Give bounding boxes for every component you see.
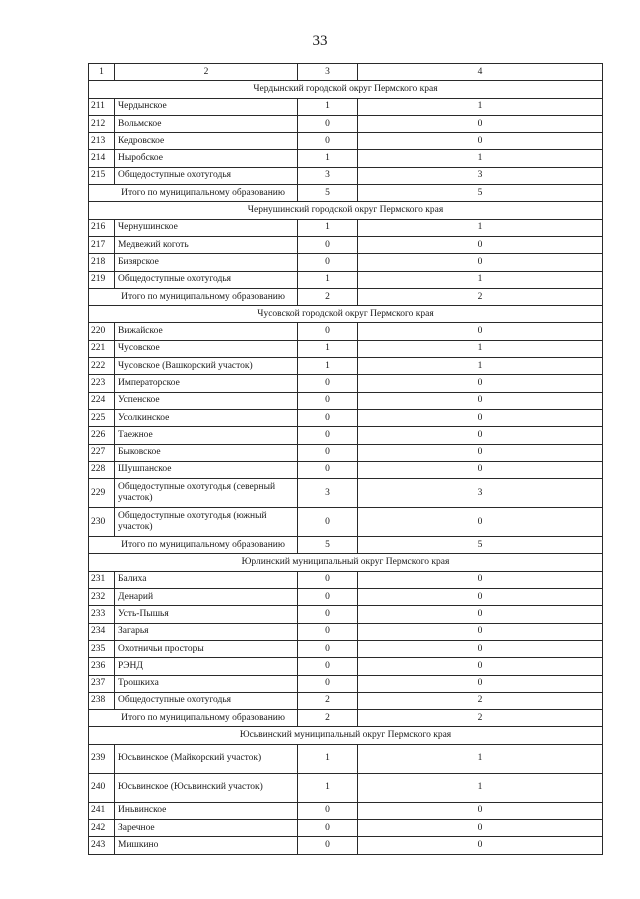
section-title: Чердынский городской округ Пермского края	[89, 81, 603, 98]
table-header-row	[89, 64, 603, 81]
total-label: Итого по муниципальному образованию	[89, 288, 298, 305]
row-number: 217	[89, 236, 115, 253]
table-row	[89, 640, 603, 657]
row-col-3: 0	[298, 444, 358, 461]
table-row	[89, 479, 603, 508]
total-col-3: 2	[298, 288, 358, 305]
row-number: 214	[89, 150, 115, 167]
row-number: 212	[89, 115, 115, 132]
table-row	[89, 589, 603, 606]
row-name: Чусовское	[115, 340, 298, 357]
table-row	[89, 409, 603, 426]
row-col-4: 1	[358, 773, 603, 802]
row-number: 237	[89, 675, 115, 692]
row-name: Медвежий коготь	[115, 236, 298, 253]
row-name: Загарья	[115, 623, 298, 640]
row-name: Чердынское	[115, 98, 298, 115]
row-col-3: 3	[298, 167, 358, 184]
row-number: 235	[89, 640, 115, 657]
total-row	[89, 710, 603, 727]
table-row	[89, 358, 603, 375]
row-number: 221	[89, 340, 115, 357]
row-col-4: 0	[358, 802, 603, 819]
row-name: Кедровское	[115, 133, 298, 150]
row-name: Шушпанское	[115, 461, 298, 478]
row-col-4: 0	[358, 571, 603, 588]
table-row	[89, 623, 603, 640]
row-name: Вижайское	[115, 323, 298, 340]
row-name: Балиха	[115, 571, 298, 588]
row-col-4: 1	[358, 744, 603, 773]
row-col-4: 0	[358, 427, 603, 444]
row-col-4: 0	[358, 623, 603, 640]
table-row	[89, 692, 603, 709]
row-col-4: 0	[358, 115, 603, 132]
row-col-4: 0	[358, 606, 603, 623]
table-row	[89, 392, 603, 409]
row-number: 219	[89, 271, 115, 288]
row-col-4: 0	[358, 461, 603, 478]
row-name: Вольмское	[115, 115, 298, 132]
table-row	[89, 133, 603, 150]
row-col-3: 0	[298, 819, 358, 836]
row-name: РЭНД	[115, 658, 298, 675]
row-col-4: 1	[358, 150, 603, 167]
table-row	[89, 271, 603, 288]
section-title: Юрлинский муниципальный округ Пермского края	[89, 554, 603, 571]
row-number: 233	[89, 606, 115, 623]
row-col-4: 0	[358, 819, 603, 836]
row-name: Иньвинское	[115, 802, 298, 819]
row-col-4: 0	[358, 254, 603, 271]
row-number: 211	[89, 98, 115, 115]
row-number: 243	[89, 837, 115, 854]
row-name: Ныробское	[115, 150, 298, 167]
table-row	[89, 340, 603, 357]
row-name: Быковское	[115, 444, 298, 461]
row-col-4: 0	[358, 589, 603, 606]
table-row	[89, 98, 603, 115]
section-header-row	[89, 306, 603, 323]
table-row	[89, 444, 603, 461]
table-row	[89, 658, 603, 675]
table-body	[89, 64, 603, 855]
row-number: 222	[89, 358, 115, 375]
header-col-2: 2	[115, 64, 298, 81]
table-row	[89, 167, 603, 184]
row-col-3: 0	[298, 133, 358, 150]
total-col-4: 5	[358, 537, 603, 554]
table-row	[89, 461, 603, 478]
total-col-3: 5	[298, 537, 358, 554]
row-col-3: 0	[298, 427, 358, 444]
table-row	[89, 219, 603, 236]
total-row	[89, 288, 603, 305]
row-name: Бизярское	[115, 254, 298, 271]
row-col-3: 0	[298, 115, 358, 132]
section-title: Чусовской городской округ Пермского края	[89, 306, 603, 323]
row-number: 220	[89, 323, 115, 340]
row-col-4: 1	[358, 98, 603, 115]
table-row	[89, 150, 603, 167]
row-number: 216	[89, 219, 115, 236]
header-col-3: 3	[298, 64, 358, 81]
row-number: 229	[89, 479, 115, 508]
row-col-3: 1	[298, 271, 358, 288]
row-col-4: 0	[358, 444, 603, 461]
table-row	[89, 254, 603, 271]
row-col-3: 1	[298, 98, 358, 115]
row-name: Юсьвинское (Юсьвинский участок)	[115, 773, 298, 802]
total-col-3: 5	[298, 185, 358, 202]
row-name: Усолкинское	[115, 409, 298, 426]
row-name: Общедоступные охотугодья	[115, 167, 298, 184]
row-name: Общедоступные охотугодья (северный участок)	[115, 479, 298, 508]
table-row	[89, 675, 603, 692]
row-col-3: 0	[298, 323, 358, 340]
row-name: Усть-Пышья	[115, 606, 298, 623]
section-title: Чернушинский городской округ Пермского края	[89, 202, 603, 219]
row-col-3: 0	[298, 508, 358, 537]
row-number: 223	[89, 375, 115, 392]
total-label: Итого по муниципальному образованию	[89, 537, 298, 554]
table-row	[89, 508, 603, 537]
row-col-3: 0	[298, 571, 358, 588]
row-col-3: 1	[298, 773, 358, 802]
section-title: Юсьвинский муниципальный округ Пермского края	[89, 727, 603, 744]
table-row	[89, 773, 603, 802]
row-number: 232	[89, 589, 115, 606]
row-col-3: 0	[298, 837, 358, 854]
table-row	[89, 837, 603, 854]
row-name: Охотничьи просторы	[115, 640, 298, 657]
row-col-3: 0	[298, 589, 358, 606]
row-name: Денарий	[115, 589, 298, 606]
row-name: Мишкино	[115, 837, 298, 854]
row-col-3: 0	[298, 606, 358, 623]
row-number: 227	[89, 444, 115, 461]
section-header-row	[89, 727, 603, 744]
row-number: 226	[89, 427, 115, 444]
row-number: 230	[89, 508, 115, 537]
header-col-1: 1	[89, 64, 115, 81]
table-row	[89, 427, 603, 444]
section-header-row	[89, 554, 603, 571]
total-label: Итого по муниципальному образованию	[89, 185, 298, 202]
row-col-4: 1	[358, 340, 603, 357]
table-row	[89, 236, 603, 253]
row-col-4: 3	[358, 167, 603, 184]
row-col-4: 1	[358, 219, 603, 236]
row-name: Заречное	[115, 819, 298, 836]
row-col-3: 0	[298, 658, 358, 675]
total-col-4: 2	[358, 288, 603, 305]
section-header-row	[89, 202, 603, 219]
row-number: 224	[89, 392, 115, 409]
row-number: 241	[89, 802, 115, 819]
row-name: Императорское	[115, 375, 298, 392]
row-number: 238	[89, 692, 115, 709]
row-name: Общедоступные охотугодья	[115, 692, 298, 709]
page-number: 33	[312, 33, 328, 49]
row-col-4: 0	[358, 392, 603, 409]
table-row	[89, 323, 603, 340]
row-number: 215	[89, 167, 115, 184]
row-col-3: 1	[298, 358, 358, 375]
row-col-3: 1	[298, 219, 358, 236]
row-col-4: 0	[358, 658, 603, 675]
total-col-4: 2	[358, 710, 603, 727]
table-row	[89, 819, 603, 836]
row-number: 240	[89, 773, 115, 802]
row-name: Таежное	[115, 427, 298, 444]
row-col-3: 0	[298, 640, 358, 657]
table-row	[89, 375, 603, 392]
row-col-4: 0	[358, 640, 603, 657]
row-col-4: 1	[358, 271, 603, 288]
total-row	[89, 185, 603, 202]
total-label: Итого по муниципальному образованию	[89, 710, 298, 727]
row-col-3: 1	[298, 744, 358, 773]
row-number: 242	[89, 819, 115, 836]
row-col-3: 0	[298, 236, 358, 253]
row-col-4: 0	[358, 508, 603, 537]
table-row	[89, 606, 603, 623]
row-col-4: 0	[358, 133, 603, 150]
total-row	[89, 537, 603, 554]
table-row	[89, 571, 603, 588]
row-col-4: 0	[358, 375, 603, 392]
row-col-3: 0	[298, 623, 358, 640]
row-col-3: 1	[298, 150, 358, 167]
header-col-4: 4	[358, 64, 603, 81]
row-number: 236	[89, 658, 115, 675]
row-col-4: 3	[358, 479, 603, 508]
total-col-3: 2	[298, 710, 358, 727]
table-row	[89, 744, 603, 773]
row-number: 239	[89, 744, 115, 773]
row-col-4: 2	[358, 692, 603, 709]
row-col-3: 2	[298, 692, 358, 709]
row-col-3: 0	[298, 375, 358, 392]
table-row	[89, 802, 603, 819]
row-name: Трошкиха	[115, 675, 298, 692]
row-number: 228	[89, 461, 115, 478]
row-col-4: 0	[358, 675, 603, 692]
row-col-3: 0	[298, 461, 358, 478]
row-number: 234	[89, 623, 115, 640]
row-name: Юсьвинское (Майкорский участок)	[115, 744, 298, 773]
row-col-3: 3	[298, 479, 358, 508]
row-name: Чернушинское	[115, 219, 298, 236]
section-header-row	[89, 81, 603, 98]
row-name: Общедоступные охотугодья (южный участок)	[115, 508, 298, 537]
row-number: 218	[89, 254, 115, 271]
row-col-3: 0	[298, 254, 358, 271]
row-col-3: 0	[298, 675, 358, 692]
row-col-3: 1	[298, 340, 358, 357]
hunting-grounds-table	[88, 63, 603, 855]
row-number: 231	[89, 571, 115, 588]
row-number: 225	[89, 409, 115, 426]
row-col-4: 0	[358, 236, 603, 253]
total-col-4: 5	[358, 185, 603, 202]
row-col-4: 0	[358, 837, 603, 854]
row-name: Общедоступные охотугодья	[115, 271, 298, 288]
row-col-4: 1	[358, 358, 603, 375]
table-row	[89, 115, 603, 132]
row-name: Чусовское (Вашкорский участок)	[115, 358, 298, 375]
row-col-4: 0	[358, 323, 603, 340]
row-col-3: 0	[298, 802, 358, 819]
row-col-3: 0	[298, 409, 358, 426]
row-name: Успенское	[115, 392, 298, 409]
row-number: 213	[89, 133, 115, 150]
row-col-3: 0	[298, 392, 358, 409]
row-col-4: 0	[358, 409, 603, 426]
